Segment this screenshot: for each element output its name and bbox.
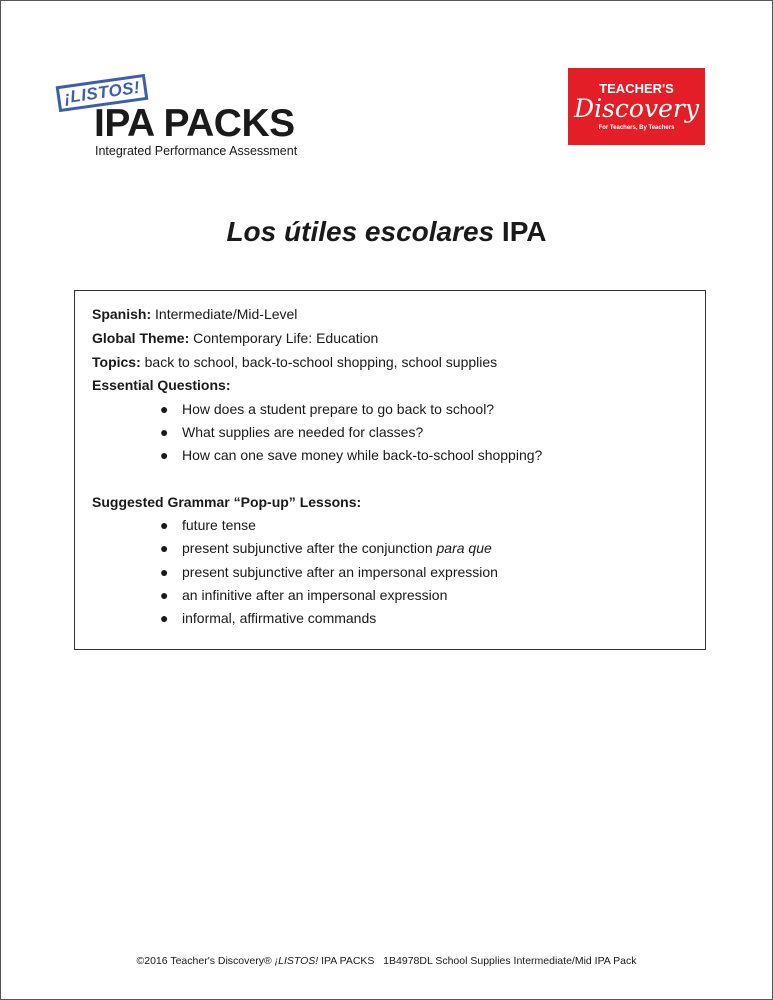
label: Topics: xyxy=(92,354,141,370)
topics xyxy=(92,353,497,371)
bullet-icon: ● xyxy=(160,517,169,533)
footer-product: IPA PACKS 1B4978DL School Supplies Intermediate/Mid IPA Pack xyxy=(318,955,637,967)
label: Spanish: xyxy=(92,306,152,322)
item-text: present subjunctive after an impersonal expression xyxy=(182,564,498,580)
item-text: future tense xyxy=(182,517,256,533)
listos-logo: ¡LISTOS! xyxy=(56,74,149,112)
bullet-icon: ● xyxy=(160,564,169,580)
bullet-icon: ● xyxy=(160,447,169,463)
page-title xyxy=(0,214,773,250)
footer xyxy=(0,954,773,968)
label: Global Theme: xyxy=(92,330,190,346)
logo-line1: TEACHER'S xyxy=(599,81,674,96)
item-text xyxy=(182,539,492,557)
bullet-icon: ● xyxy=(160,610,169,626)
item-text: an infinitive after an impersonal expression xyxy=(182,587,448,603)
info-box xyxy=(74,290,706,650)
logo-line2: Discovery xyxy=(574,94,699,123)
grammar-heading xyxy=(92,493,361,511)
item-text-main: present subjunctive after the conjunction xyxy=(182,540,437,556)
product-title: IPA PACKS xyxy=(94,102,295,145)
item-text: informal, affirmative commands xyxy=(182,610,377,626)
item-text: How does a student prepare to go back to school? xyxy=(182,401,495,417)
label: Suggested Grammar “Pop-up” Lessons: xyxy=(92,494,362,510)
spanish-level xyxy=(92,305,297,323)
value: Contemporary Life: Education xyxy=(189,330,379,346)
item-text: What supplies are needed for classes? xyxy=(182,424,424,440)
item-text-italic: para que xyxy=(436,540,492,556)
value: Intermediate/Mid-Level xyxy=(151,306,298,322)
global-theme xyxy=(92,329,378,347)
footer-copyright: ©2016 Teacher's Discovery® xyxy=(136,955,275,967)
teachers-discovery-logo xyxy=(568,68,705,145)
bullet-icon: ● xyxy=(160,424,169,440)
footer-listos: ¡LISTOS! xyxy=(274,955,319,967)
bullet-icon: ● xyxy=(160,587,169,603)
bullet-icon: ● xyxy=(160,540,169,556)
product-subtitle: Integrated Performance Assessment xyxy=(95,144,298,158)
title-rest: IPA xyxy=(494,216,547,247)
title-italic: Los útiles escolares xyxy=(226,216,495,247)
logo-tagline: For Teachers, By Teachers xyxy=(598,125,675,131)
essential-questions-heading xyxy=(92,376,230,394)
item-text: How can one save money while back-to-school shopping? xyxy=(182,447,543,463)
value: back to school, back-to-school shopping, school supplies xyxy=(140,354,498,370)
label: Essential Questions: xyxy=(92,377,231,393)
bullet-icon: ● xyxy=(160,401,169,417)
